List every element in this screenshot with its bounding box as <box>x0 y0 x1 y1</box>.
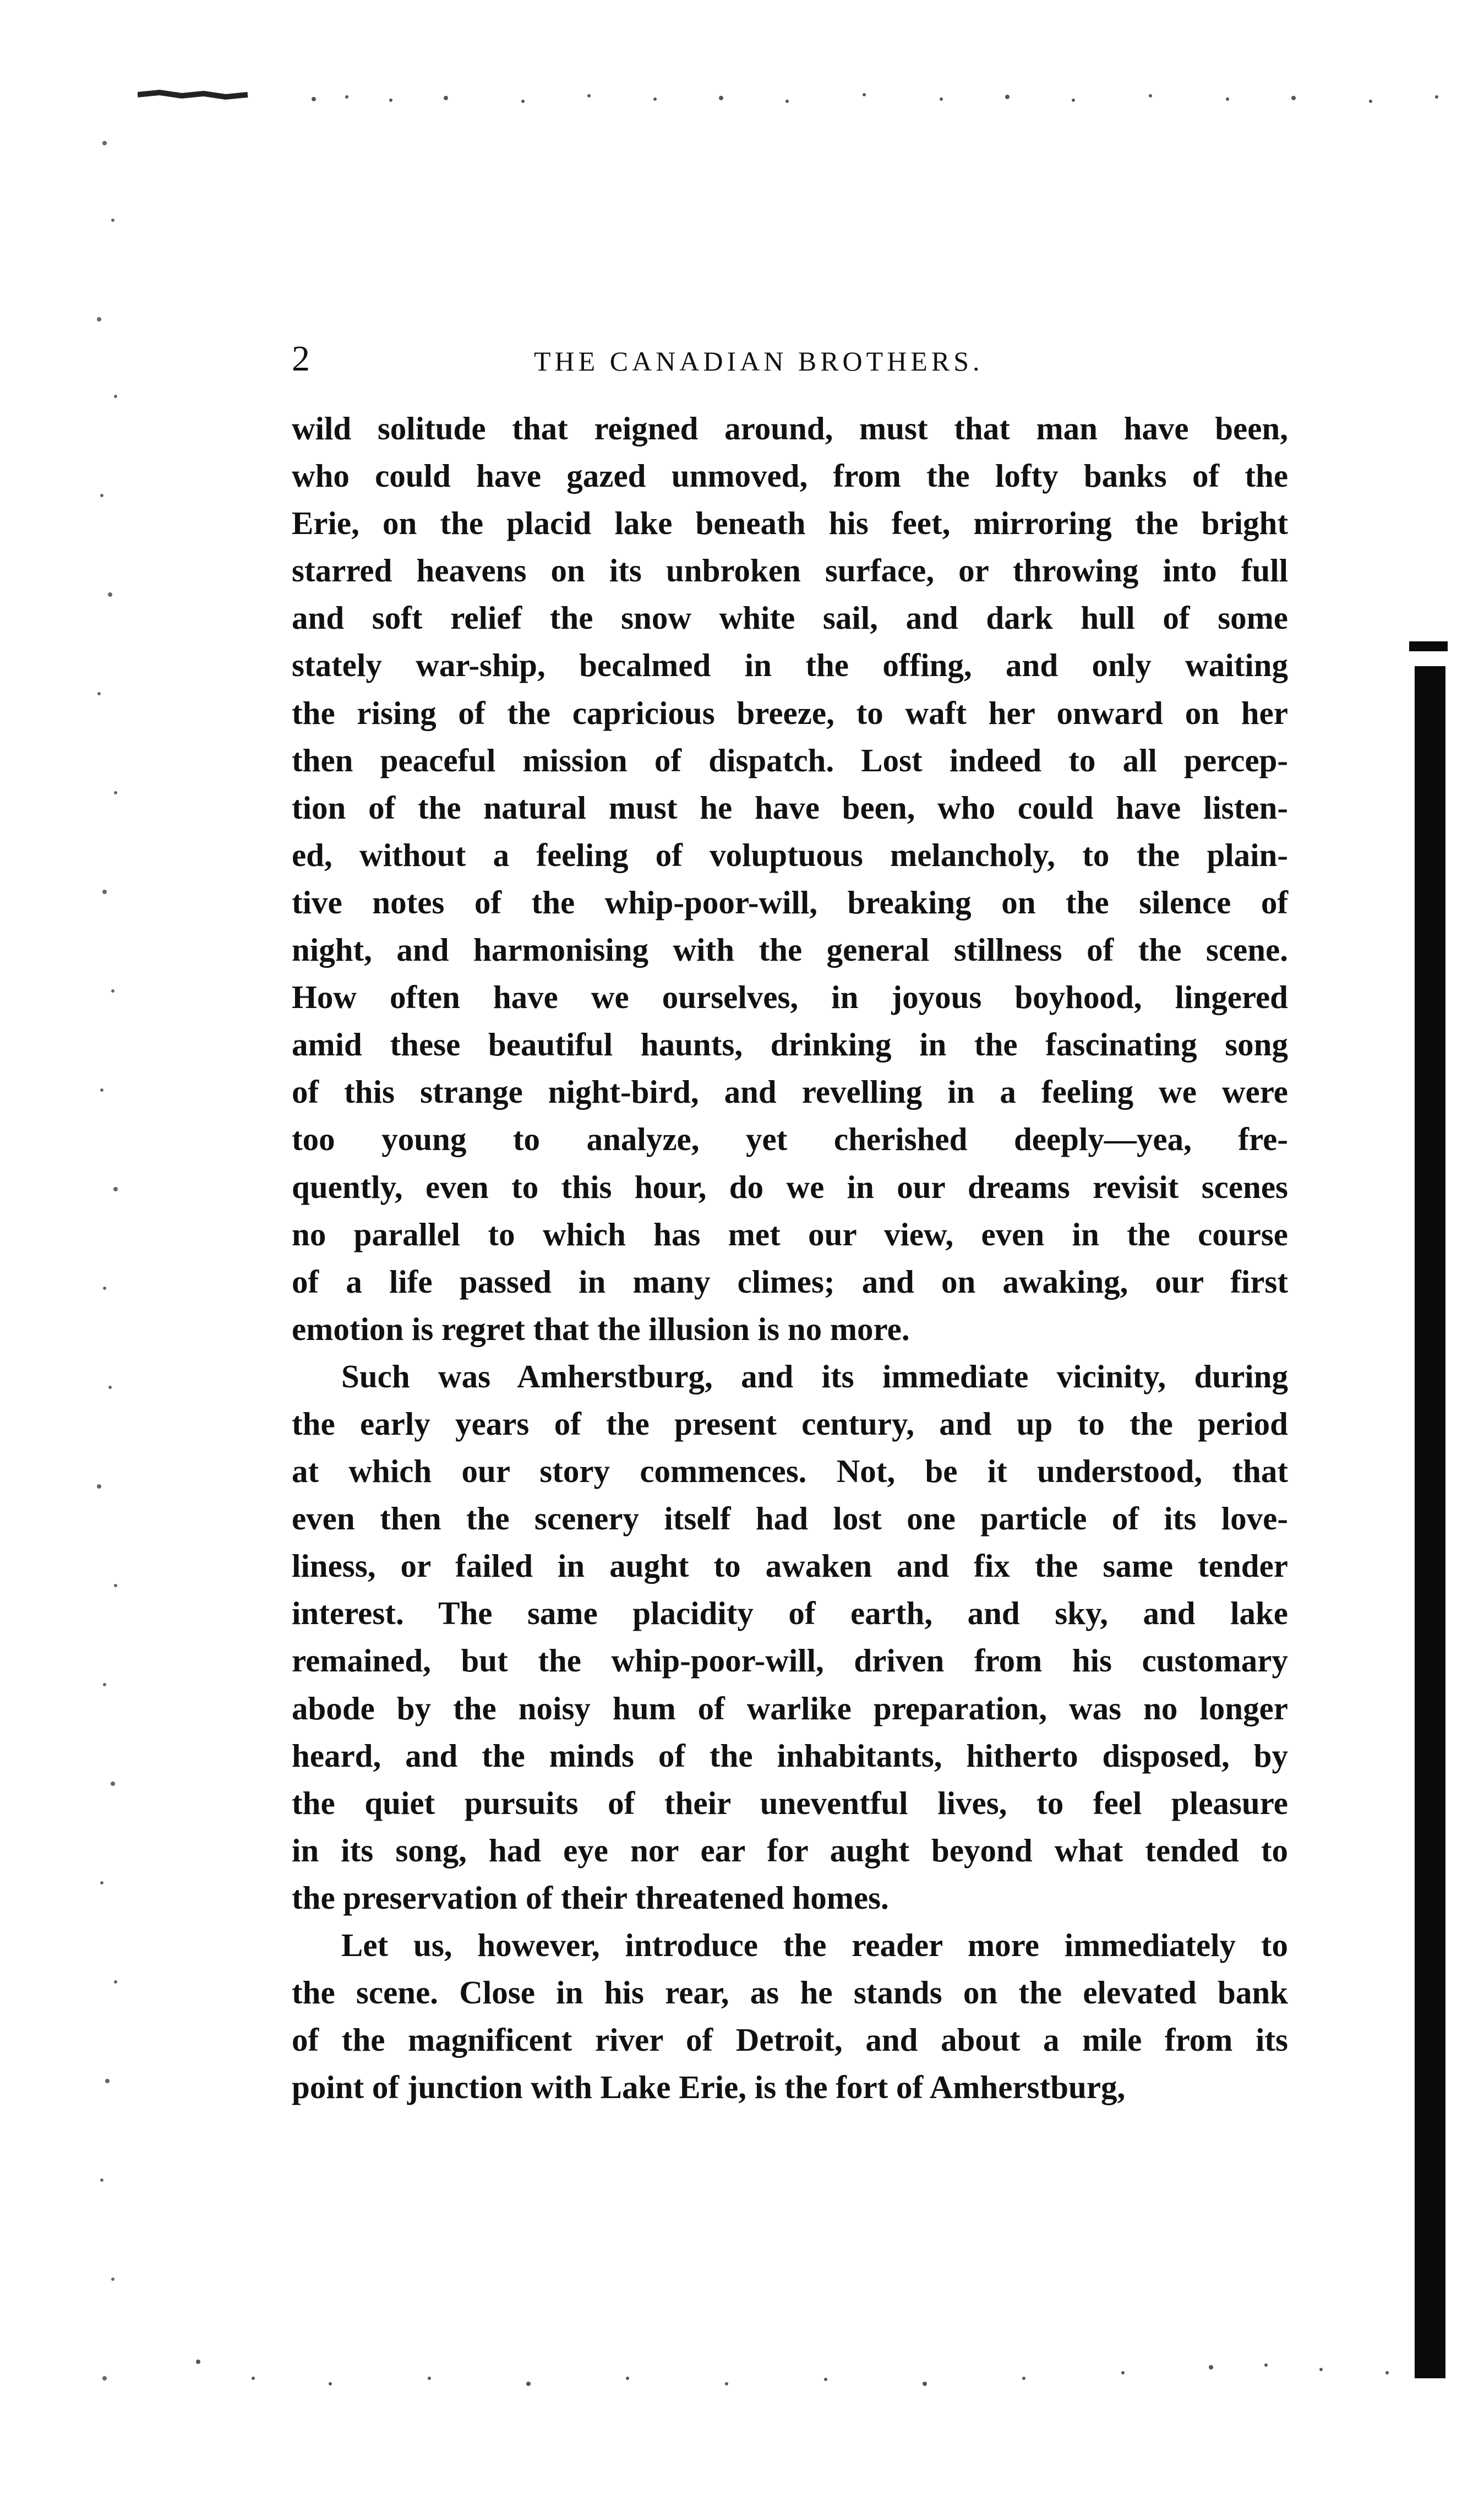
scan-edge-bottom <box>165 2340 1431 2406</box>
text-line: even then the scenery itself had lost one particle of its love- <box>292 1500 1288 1537</box>
text-line: of this strange night-bird, and revelling in a feeling we were <box>292 1074 1288 1110</box>
text-line: liness, or failed in aught to awaken and fix the same tender <box>292 1548 1288 1584</box>
paragraph <box>292 1353 1288 1921</box>
scan-edge-bar-cap <box>1409 641 1448 651</box>
text-line: night, and harmonising with the general stillness of the scene. <box>292 931 1288 968</box>
text-line: the early years of the present century, and up to the period <box>292 1405 1288 1442</box>
text-line: Erie, on the placid lake beneath his feet, mirroring the bright <box>292 505 1288 542</box>
body-text <box>292 405 1288 2111</box>
text-line: and soft relief the snow white sail, and dark hull of some <box>292 600 1288 636</box>
text-line: no parallel to which has met our view, even in the course <box>292 1216 1288 1252</box>
text-line: Such was Amherstburg, and its immediate vicinity, during <box>341 1358 1288 1394</box>
text-line: ed, without a feeling of voluptuous melancholy, to the plain- <box>292 836 1288 873</box>
text-line: of a life passed in many climes; and on awaking, our first <box>292 1263 1288 1300</box>
text-line: emotion is regret that the illusion is no more. <box>292 1310 910 1347</box>
text-line: abode by the noisy hum of warlike preparation, was no longer <box>292 1690 1288 1726</box>
text-line: the quiet pursuits of their uneventful lives, to feel pleasure <box>292 1784 1288 1821</box>
text-line: Let us, however, introduce the reader more immediately to <box>341 1927 1288 1963</box>
text-line: quently, even to this hour, do we in our dreams revisit scenes <box>292 1168 1288 1205</box>
text-line: heard, and the minds of the inhabitants, hitherto disposed, by <box>292 1737 1288 1774</box>
page-number: 2 <box>292 339 310 379</box>
text-line: who could have gazed unmoved, from the lofty banks of the <box>292 457 1288 494</box>
text-line: the scene. Close in his rear, as he stands on the elevated bank <box>292 1974 1288 2011</box>
text-line: too young to analyze, yet cherished deeply—yea, fre- <box>292 1121 1288 1158</box>
text-line: point of junction with Lake Erie, is the fort of Amherstburg, <box>292 2069 1126 2106</box>
scan-edge-left <box>83 110 154 2477</box>
scan-edge-top <box>138 83 1459 116</box>
text-line: in its song, had eye nor ear for aught beyond what tended to <box>292 1832 1288 1868</box>
scan-edge-bar <box>1415 666 1445 2378</box>
text-line: amid these beautiful haunts, drinking in the fascinating song <box>292 1026 1288 1063</box>
text-line: of the magnificent river of Detroit, and about a mile from its <box>292 2022 1288 2058</box>
text-line: remained, but the whip-poor-will, driven from his customary <box>292 1642 1288 1679</box>
text-line: starred heavens on its unbroken surface, or throwing into full <box>292 552 1288 589</box>
text-line: tion of the natural must he have been, who could have listen- <box>292 789 1288 826</box>
text-line: interest. The same placidity of earth, and sky, and lake <box>292 1595 1288 1632</box>
page-title: THE CANADIAN BROTHERS. <box>534 346 984 377</box>
text-line: the preservation of their threatened homes. <box>292 1879 889 1916</box>
text-line: at which our story commences. Not, be it understood, that <box>292 1453 1288 1490</box>
paragraph <box>292 405 1288 1353</box>
text-line: then peaceful mission of dispatch. Lost indeed to all percep- <box>292 742 1288 778</box>
paragraph <box>292 1921 1288 2111</box>
text-line: tive notes of the whip-poor-will, breaking on the silence of <box>292 884 1288 920</box>
text-line: wild solitude that reigned around, must that man have been, <box>292 410 1288 446</box>
running-head <box>292 337 1288 381</box>
text-line: How often have we ourselves, in joyous boyhood, lingered <box>292 979 1288 1016</box>
text-line: stately war-ship, becalmed in the offing, and only waiting <box>292 647 1288 684</box>
text-line: the rising of the capricious breeze, to waft her onward on her <box>292 694 1288 731</box>
